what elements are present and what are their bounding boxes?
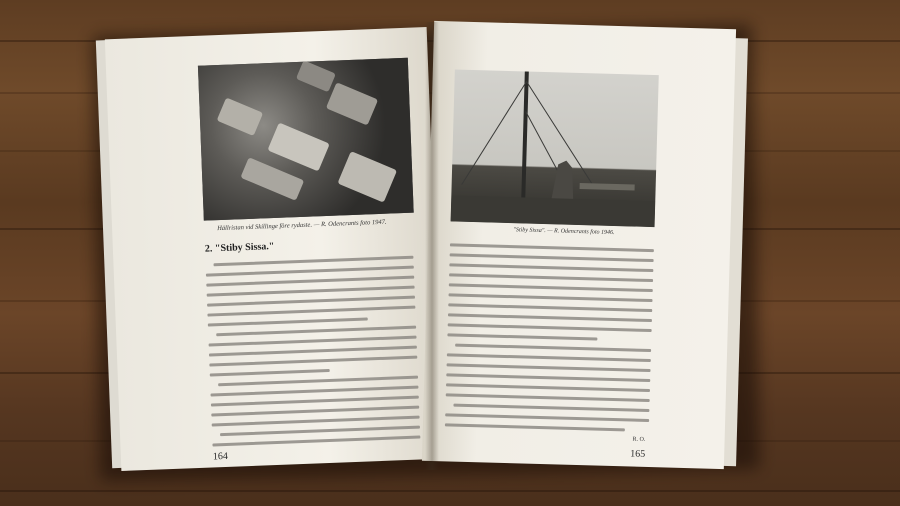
photo-caption-right: "Stiby Sissa". — R. Odencrants foto 1946.: [513, 227, 615, 236]
page-number-left: 164: [212, 450, 229, 463]
book-spine: [425, 22, 439, 470]
section-heading: 2. "Stiby Sissa.": [204, 240, 275, 255]
page-number-right: 165: [630, 448, 646, 460]
left-page: [105, 27, 443, 471]
photo-caption-left: Hällristan vid Skillinge före rydaste. — R. Odencrants foto 1947.: [217, 218, 387, 233]
rock-photo: [198, 58, 414, 221]
author-signature: R. O.: [632, 436, 646, 443]
left-body-text: [105, 27, 427, 39]
mast-and-stone-illustration: [451, 69, 659, 227]
runestone-photo: [451, 69, 659, 227]
right-page: [422, 21, 736, 469]
